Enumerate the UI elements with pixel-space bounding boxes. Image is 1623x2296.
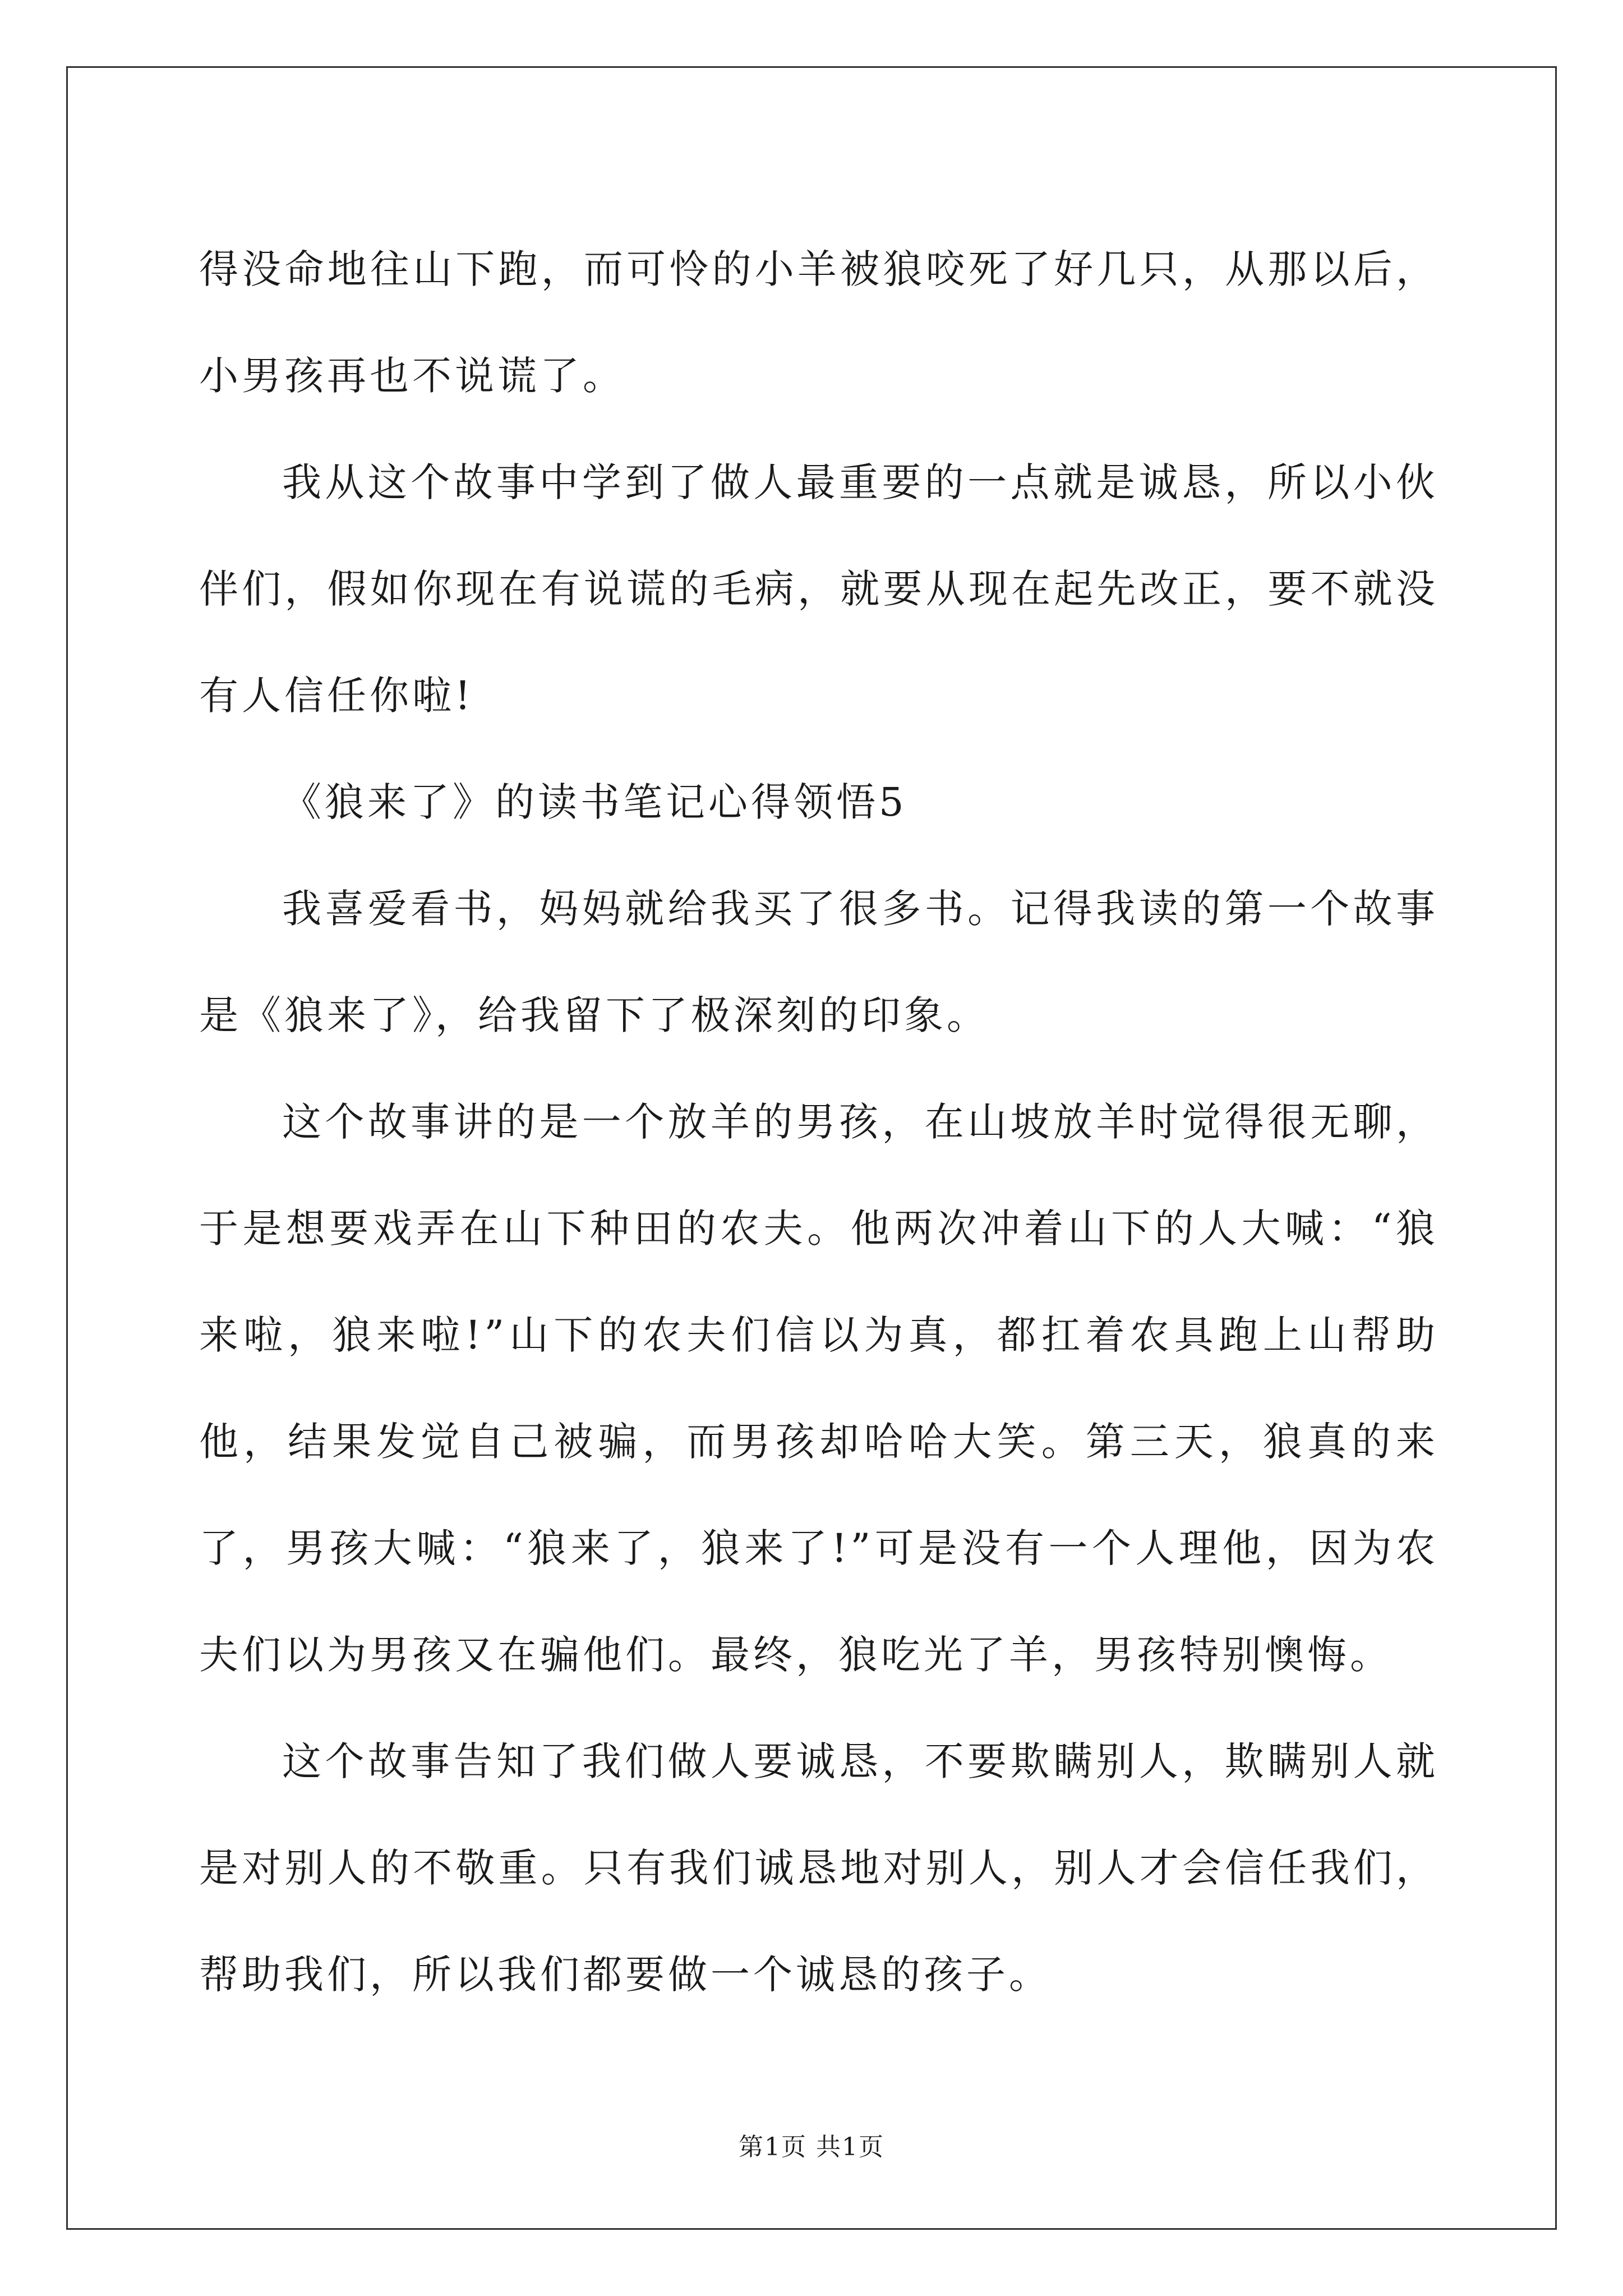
page-number-footer: 第1页 共1页 [739, 2133, 884, 2161]
paragraph-story-summary: 这个故事讲的是一个放羊的男孩，在山坡放羊时觉得很无聊，于是想要戏弄在山下种田的农夫。他两次冲着山下的人大喊：“狼来啦，狼来啦!”山下的农夫们信以为真，都扛着农具跑上山帮助他，结果发觉自己被骗，而男孩却哈哈大笑。第三天，狼真的来了，男孩大喊：“狼来了，狼来了!”可是没有一个人理他，因为农夫们以为男孩又在骗他们。最终，狼吃光了羊，男孩特别懊悔。 [199, 1099, 1438, 1678]
paragraph-conclusion: 这个故事告知了我们做人要诚恳，不要欺瞒别人，欺瞒别人就是对别人的不敬重。只有我们诚恳地对别人，别人才会信任我们，帮助我们，所以我们都要做一个诚恳的孩子。 [199, 1738, 1438, 1998]
paragraph-honesty-lesson: 我从这个故事中学到了做人最重要的一点就是诚恳，所以小伙伴们，假如你现在有说谎的毛病，就要从现在起先改正，要不就没有人信任你啦! [199, 459, 1438, 719]
document-body [199, 216, 1438, 2028]
paragraph-intro: 我喜爱看书，妈妈就给我买了很多书。记得我读的第一个故事是《狼来了》，给我留下了极深刻的印象。 [199, 886, 1438, 1038]
section-heading: 《狼来了》的读书笔记心得领悟5 [282, 779, 907, 825]
paragraph-continued: 得没命地往山下跑，而可怜的小羊被狼咬死了好几只，从那以后，小男孩再也不说谎了。 [199, 246, 1438, 399]
